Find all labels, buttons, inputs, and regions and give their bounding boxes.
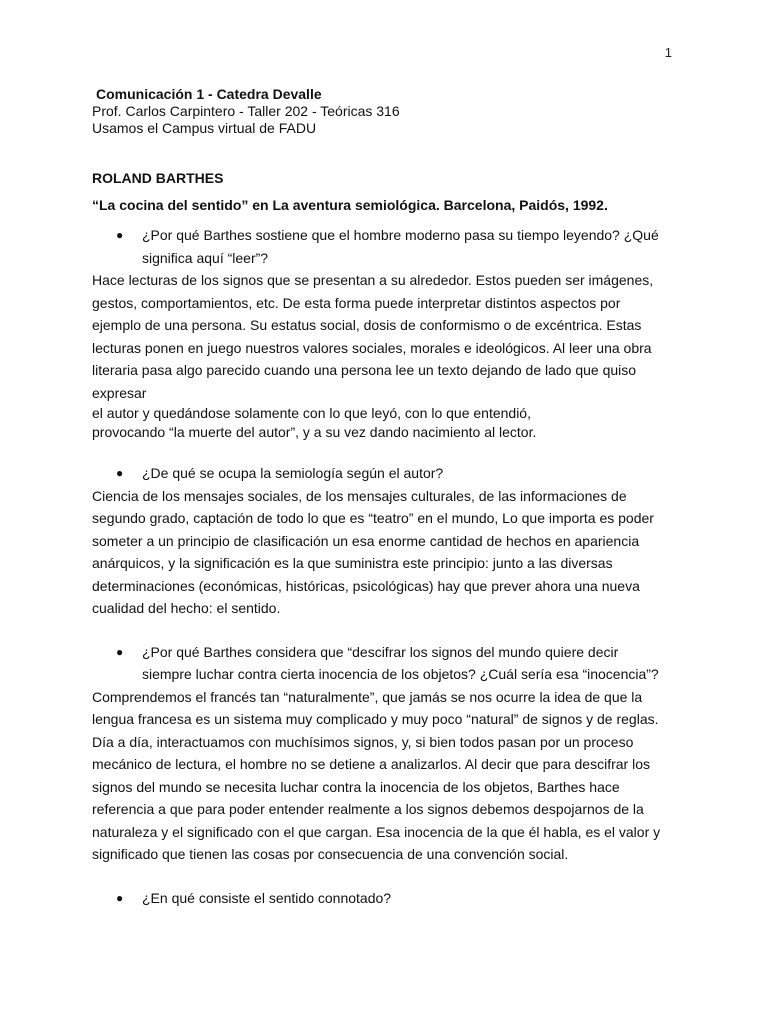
book-reference: “La cocina del sentido” en La aventura semiológica. Barcelona, Paidós, 1992.	[92, 197, 608, 213]
bullet-icon: ●	[116, 890, 124, 905]
document-body	[92, 86, 682, 909]
answer-line: mecánico de lectura, el hombre no se detiene a analizarlos. Al decir que para descifrar los	[92, 756, 650, 772]
answer-line: lengua francesa es un sistema muy complicado y muy poco “natural” de signos y de reglas.	[92, 711, 659, 727]
answer-line: el autor y quedándose solamente con lo que leyó, con lo que entendió,	[92, 405, 531, 421]
question-line: ¿Por qué Barthes sostiene que el hombre moderno pasa su tiempo leyendo? ¿Qué	[142, 227, 659, 243]
answer-1-continuation	[92, 404, 682, 442]
bullet-icon: ●	[116, 466, 124, 480]
question-line: ¿Por qué Barthes considera que “descifrar los signos del mundo quiere decir	[142, 643, 619, 660]
answer-line: Hace lecturas de los signos que se presentan a su alrededor. Estos pueden ser imágenes,	[92, 272, 654, 288]
answer-line: segundo grado, captación de todo lo que es “teatro” en el mundo, Lo que importa es poder	[92, 510, 654, 526]
question-line: significa aquí “leer”?	[142, 249, 269, 266]
answer-3	[92, 686, 682, 866]
answer-line: expresar	[92, 384, 147, 401]
answer-line: lecturas ponen en juego nuestros valores sociales, morales e ideológicos. Al leer una obra	[92, 339, 652, 356]
question-line: siempre luchar contra cierta inocencia de los objetos? ¿Cuál sería esa “inocencia”?	[142, 666, 659, 682]
page-number: 1	[664, 45, 672, 60]
answer-1	[92, 269, 682, 404]
answer-line: signos del mundo se necesita luchar contra la inocencia de los objetos, Barthes hace	[92, 778, 620, 795]
professor-line: Prof. Carlos Carpintero - Taller 202 - Teóricas 316	[92, 103, 400, 119]
question-line: ¿De qué se ocupa la semiología según el autor?	[142, 465, 444, 481]
question-line: ¿En qué consiste el sentido connotado?	[142, 889, 392, 906]
answer-line: provocando “la muerte del autor”, y a su vez dando nacimiento al lector.	[92, 424, 537, 440]
answer-line: anárquicos, y la significación es la que suministra este principio: junto a las diversas	[92, 555, 613, 571]
question-4	[92, 887, 682, 910]
answer-line: gestos, comportamientos, etc. De esta forma puede interpretar distintos aspectos por	[92, 294, 621, 311]
author-heading: ROLAND BARTHES	[92, 170, 224, 186]
question-1	[92, 224, 682, 269]
course-title: Comunicación 1 - Catedra Devalle	[96, 86, 322, 102]
answer-line: literaria pasa algo parecido cuando una persona lee un texto dejando de lado que quiso	[92, 362, 637, 378]
answer-line: Comprendemos el francés tan “naturalmente”, que jamás se nos ocurre la idea de que la	[92, 688, 643, 705]
answer-line: cualidad del hecho: el sentido.	[92, 600, 281, 616]
answer-line: significado que tienen las cosas por consecuencia de una convención social.	[92, 846, 569, 862]
answer-line: Ciencia de los mensajes sociales, de los mensajes culturales, de las informaciones de	[92, 487, 627, 504]
question-3	[92, 641, 682, 686]
answer-line: determinaciones (económicas, históricas, psicológicas) hay que prever ahora una nueva	[92, 577, 640, 594]
answer-line: ejemplo de una persona. Su estatus social, dosis de conformismo o de excéntrica. Estas	[92, 317, 642, 333]
question-2	[92, 462, 682, 485]
answer-line: referencia a que para poder entender realmente a los signos debemos despojarnos de la	[92, 801, 644, 817]
answer-2	[92, 485, 682, 620]
bullet-icon: ●	[116, 228, 124, 242]
answer-line: naturaleza y el significado con el que cargan. Esa inocencia de la que él habla, es el valor y	[92, 823, 661, 840]
answer-line: someter a un principio de clasificación un esa enorme cantidad de hechos en apariencia	[92, 532, 640, 549]
answer-line: Día a día, interactuamos con muchísimos signos, y, si bien todos pasan por un proceso	[92, 733, 634, 750]
bullet-icon: ●	[116, 644, 124, 659]
document-header	[92, 86, 682, 137]
campus-line: Usamos el Campus virtual de FADU	[92, 120, 317, 136]
